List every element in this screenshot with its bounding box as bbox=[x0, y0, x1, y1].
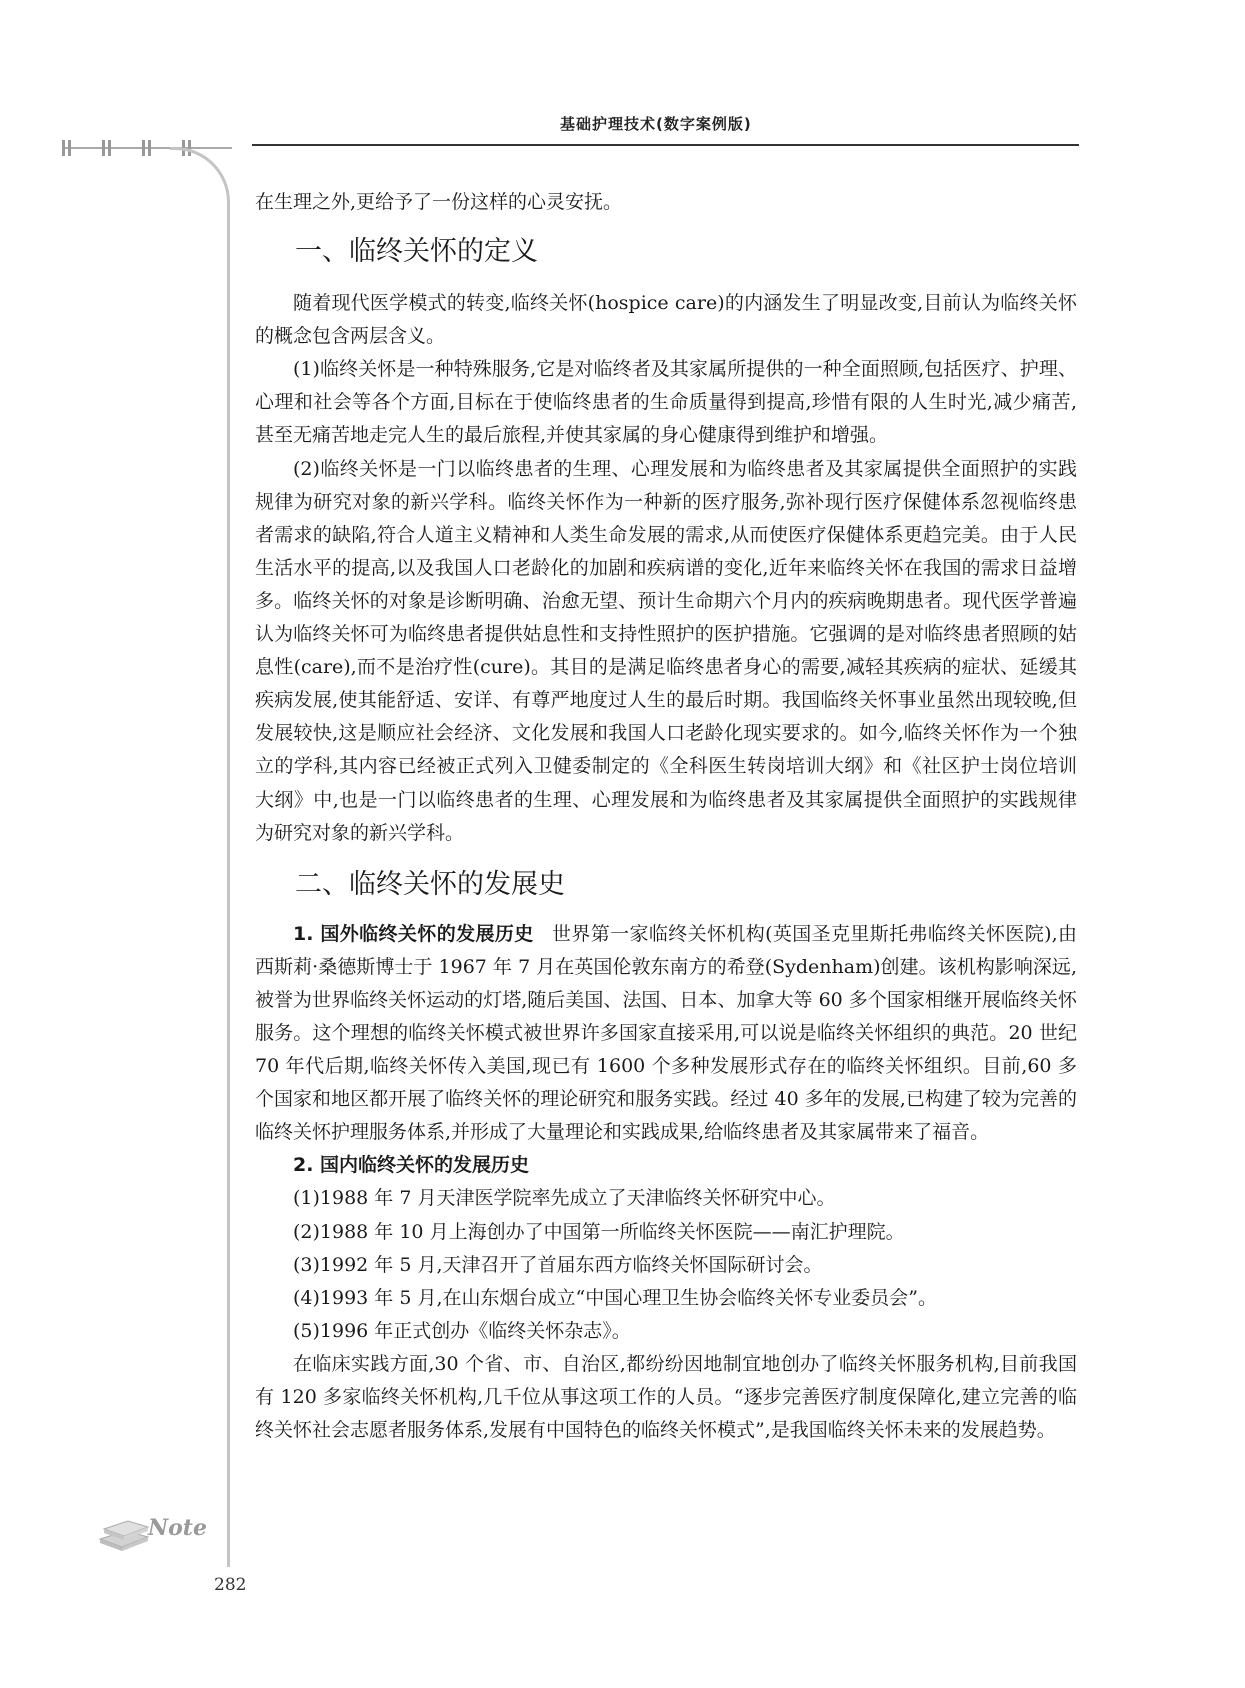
subheading-foreign-history: 1. 国外临终关怀的发展历史 bbox=[293, 922, 534, 945]
tick-mark bbox=[148, 140, 151, 156]
paragraph: (2)临终关怀是一门以临终患者的生理、心理发展和为临终患者及其家属提供全面照护的实践规律为研究对象的新兴学科。临终关怀作为一种新的医疗服务,弥补现行医疗保健体系忽视临终患者需求的缺陷,符合人道主义精神和人类生命发展的需求,从而使医疗保健体系更趋完美。由于人民生活水平的提高,以及我国人口老龄化的加剧和疾病谱的变化,近年来临终关怀在我国的需求日益增多。临终关怀的对象是诊断明确、治愈无望、预计生命期六个月内的疾病晚期患者。现代医学普遍认为临终关怀可为临终患者提供姑息性和支持性照护的医护措施。它强调的是对临终患者照顾的姑息性(care),而不是治疗性(cure)。其目的是满足临终患者身心的需要,减轻其疾病的症状、延缓其疾病发展,使其能舒适、安详、有尊严地度过人生的最后时期。我国临终关怀事业虽然出现较晚,但发展较快,这是顺应社会经济、文化发展和我国人口老龄化现实要求的。如今,临终关怀作为一个独立的学科,其内容已经被正式列入卫健委制定的《全科医生转岗培训大纲》和《社区护士岗位培训大纲》中,也是一门以临终患者的生理、心理发展和为临终患者及其家属提供全面照护的实践规律为研究对象的新兴学科。 bbox=[255, 457, 1077, 844]
list-item: (3)1992 年 5 月,天津召开了首届东西方临终关怀国际研讨会。 bbox=[293, 1253, 823, 1276]
tick-mark bbox=[102, 140, 105, 156]
closing-paragraph: 在临床实践方面,30 个省、市、自治区,都纷纷因地制宜地创办了临终关怀服务机构,目前我国有 120 多家临终关怀机构,几千位从事这项工作的人员。“逐步完善医疗制度保障化,建立完善的临终关怀社会志愿者服务体系,发展有中国特色的临终关怀模式”,是我国临终关怀未来的发展趋势。 bbox=[255, 1352, 1077, 1442]
tick-mark bbox=[142, 140, 145, 156]
foreign-history-text: 世界第一家临终关怀机构(英国圣克里斯托弗临终关怀医院),由西斯莉·桑德斯博士于 1967 年 7 月在英国伦敦东南方的希登(Sydenham)创建。该机构影响深远,被誉为世界临终关怀运动的灯塔,随后美国、法国、日本、加拿大等 60 多个国家相继开展临终关怀服务。这个理想的临终关怀模式被世界许多国家直接采用,可以说是临终关怀组织的典范。20 世纪 70 年代后期,临终关怀传入美国,现已有 1600 个多种发展形式存在的临终关怀组织。目前,60 多个国家和地区都开展了临终关怀的理论研究和服务实践。经过 40 多年的发展,已构建了较为完善的临终关怀护理服务体系,并形成了大量理论和实践成果,给临终患者及其家属带来了福音。 bbox=[255, 922, 1077, 1144]
tick-mark bbox=[68, 140, 71, 156]
paragraph: (1)临终关怀是一种特殊服务,它是对临终者及其家属所提供的一种全面照顾,包括医疗、护理、心理和社会等各个方面,目标在于使临终患者的生命质量得到提高,珍惜有限的人生时光,减少痛苦,甚至无痛苦地走完人生的最后旅程,并使其家属的身心健康得到维护和增强。 bbox=[255, 358, 1077, 447]
page-content bbox=[255, 186, 1077, 1447]
list-item: (5)1996 年正式创办《临终关怀杂志》。 bbox=[293, 1319, 631, 1342]
list-item: (1)1988 年 7 月天津医学院率先成立了天津临终关怀研究中心。 bbox=[293, 1187, 836, 1210]
subheading-domestic-history: 2. 国内临终关怀的发展历史 bbox=[293, 1154, 530, 1177]
tick-bar bbox=[62, 147, 232, 149]
header-rule bbox=[252, 144, 1079, 146]
list-item: (4)1993 年 5 月,在山东烟台成立“中国心理卫生协会临终关怀专业委员会”。 bbox=[293, 1286, 937, 1309]
running-header-title: 基础护理技术(数字案例版) bbox=[560, 115, 752, 133]
note-margin-mark bbox=[96, 1505, 208, 1555]
note-label: Note bbox=[148, 1515, 207, 1541]
page-number: 282 bbox=[214, 1575, 247, 1595]
intro-paragraph: 在生理之外,更给予了一份这样的心灵安抚。 bbox=[255, 191, 623, 213]
margin-curve-line bbox=[170, 147, 230, 1567]
list-item: (2)1988 年 10 月上海创办了中国第一所临终关怀医院——南汇护理院。 bbox=[293, 1220, 905, 1243]
domestic-history-subheading-line bbox=[255, 1149, 1077, 1182]
tick-mark bbox=[62, 140, 65, 156]
section-heading-history: 二、临终关怀的发展史 bbox=[295, 868, 565, 900]
foreign-history-paragraph bbox=[255, 918, 1077, 1150]
section-heading-definition: 一、临终关怀的定义 bbox=[295, 236, 538, 268]
paragraph: 随着现代医学模式的转变,临终关怀(hospice care)的内涵发生了明显改变,目前认为临终关怀的概念包含两层含义。 bbox=[255, 292, 1077, 348]
tick-mark bbox=[108, 140, 111, 156]
